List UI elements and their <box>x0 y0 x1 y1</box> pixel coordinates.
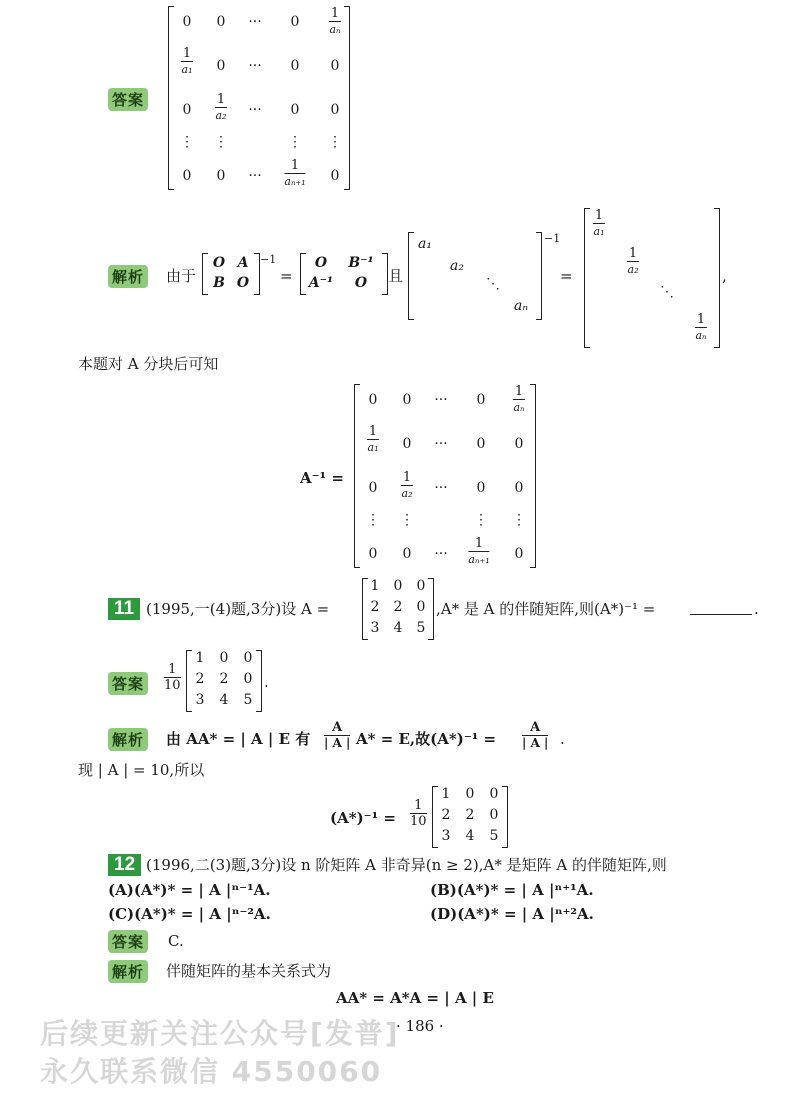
matrix-cell: O <box>212 255 226 271</box>
matrix-cell: 0 <box>216 14 226 30</box>
q12-analysis: 伴随矩阵的基本关系式为 <box>166 962 332 980</box>
matrix-cell: $\frac{1}{\text{aₙ}}$ <box>695 312 707 342</box>
block-matrix-inverse <box>300 253 388 295</box>
matrix-cell: $\frac{1}{\text{aₙ}}$ <box>513 384 525 414</box>
matrix-cell: 0 <box>476 436 486 452</box>
q12-answer: C. <box>168 932 184 950</box>
matrix-cell: ⋮ <box>288 134 302 150</box>
analysis-prefix: 由于 <box>166 267 197 285</box>
matrix-cell: 0 <box>368 546 378 562</box>
matrix-cell: 0 <box>290 14 300 30</box>
matrix-cell: ··· <box>434 480 448 496</box>
matrix-cell: 0 <box>368 392 378 408</box>
matrix-cell: a₂ <box>450 258 464 274</box>
matrix-cell: $\frac{1}{\text{a₂}}$ <box>627 246 639 276</box>
matrix-cell: 0 <box>489 807 499 823</box>
matrix-cell: 0 <box>416 578 426 594</box>
ainv-matrix <box>354 384 536 568</box>
diag-inverse-matrix <box>584 208 720 348</box>
answer-matrix <box>168 6 350 190</box>
matrix-cell: ··· <box>434 392 448 408</box>
matrix-cell: 0 <box>243 671 253 687</box>
matrix-cell: 0 <box>402 436 412 452</box>
matrix-cell: 2 <box>465 807 475 823</box>
matrix-cell: 0 <box>402 546 412 562</box>
matrix-cell: ⋱ <box>660 284 674 300</box>
matrix-cell: 0 <box>476 392 486 408</box>
matrix-cell: ⋮ <box>328 134 342 150</box>
matrix-cell: ⋮ <box>474 512 488 528</box>
matrix-cell: 1 <box>370 578 380 594</box>
matrix-cell: 0 <box>182 14 192 30</box>
matrix-cell: 4 <box>393 620 403 636</box>
matrix-cell: 2 <box>441 807 451 823</box>
q11-result-label: (A*)⁻¹ = <box>330 809 396 827</box>
matrix-cell: aₙ <box>513 298 529 314</box>
matrix-cell: 5 <box>416 620 426 636</box>
matrix-cell: 0 <box>330 58 340 74</box>
matrix-cell: a₁ <box>418 236 432 252</box>
matrix-cell: O <box>314 255 328 271</box>
analysis-tag: 解析 <box>108 265 148 288</box>
matrix-cell: O <box>236 275 250 291</box>
matrix-cell: ⋮ <box>180 134 194 150</box>
matrix-cell: 0 <box>243 650 253 666</box>
matrix-cell: $\frac{1}{\text{a₂}}$ <box>401 470 413 500</box>
question-number-12: 12 <box>108 854 141 876</box>
matrix-cell: 0 <box>476 480 486 496</box>
matrix-cell: ··· <box>248 102 262 118</box>
matrix-cell: 0 <box>465 786 475 802</box>
matrix-cell: A <box>237 255 249 271</box>
matrix-cell: 0 <box>402 392 412 408</box>
q11-matrix <box>362 578 434 640</box>
matrix-cell: ··· <box>248 168 262 184</box>
matrix-cell: A⁻¹ <box>308 275 334 291</box>
q11-result-matrix <box>432 786 508 848</box>
analysis-tag-12: 解析 <box>108 960 148 983</box>
matrix-cell: 3 <box>441 828 451 844</box>
matrix-cell: ⋮ <box>366 512 380 528</box>
matrix-cell: 0 <box>182 168 192 184</box>
q12-stem: (1996,二(3)题,3分)设 n 阶矩阵 A 非奇异(n ≥ 2),A* 是矩阵 A 的伴随矩阵,则 <box>146 856 667 874</box>
ainv-label: A⁻¹ = <box>300 469 344 487</box>
matrix-cell: $\frac{1}{\text{aₙ}}$ <box>329 6 341 36</box>
matrix-cell: ⋮ <box>214 134 228 150</box>
q12-option-c: (C)(A*)* = | A |ⁿ⁻²A. <box>108 905 271 923</box>
matrix-cell: 3 <box>195 692 205 708</box>
matrix-cell: 0 <box>290 58 300 74</box>
q11-analysis: 由 AA* = | A | E 有 <box>166 730 311 748</box>
q11-now-text: 现 | A | = 10,所以 <box>78 761 205 779</box>
matrix-cell: $\frac{1}{\text{aₙ₊₁}}$ <box>284 158 306 188</box>
q11-answer-fraction: $\frac{1}{10}$ <box>164 662 181 693</box>
matrix-cell: 0 <box>330 168 340 184</box>
question-number-11: 11 <box>108 598 140 620</box>
matrix-cell: $\frac{1}{\text{aₙ₊₁}}$ <box>468 536 490 566</box>
matrix-cell: ⋱ <box>486 276 500 292</box>
matrix-cell: 0 <box>216 168 226 184</box>
matrix-cell: 1 <box>195 650 205 666</box>
q12-option-a: (A)(A*)* = | A |ⁿ⁻¹A. <box>108 881 271 899</box>
q12-option-b: (B)(A*)* = | A |ⁿ⁺¹A. <box>430 881 594 899</box>
q11-answer-blank <box>690 614 752 615</box>
matrix-cell: 2 <box>370 599 380 615</box>
matrix-cell: ⋮ <box>512 512 526 528</box>
answer-tag-11: 答案 <box>108 672 148 695</box>
matrix-cell: O <box>354 275 368 291</box>
block-matrix-ob <box>202 253 260 295</box>
matrix-cell: 3 <box>370 620 380 636</box>
matrix-cell: $\frac{1}{\text{a₁}}$ <box>593 208 605 238</box>
matrix-cell: 1 <box>441 786 451 802</box>
matrix-cell: 0 <box>514 436 524 452</box>
matrix-cell: 0 <box>514 480 524 496</box>
matrix-cell: ··· <box>248 58 262 74</box>
matrix-cell: 0 <box>216 58 226 74</box>
matrix-cell: ··· <box>434 436 448 452</box>
matrix-cell: 4 <box>219 692 229 708</box>
matrix-cell: ··· <box>434 546 448 562</box>
matrix-cell: 0 <box>393 578 403 594</box>
matrix-cell: 2 <box>219 671 229 687</box>
matrix-cell: B⁻¹ <box>348 255 374 271</box>
matrix-cell: $\frac{1}{\text{a₁}}$ <box>181 46 193 76</box>
watermark-line-2: 永久联系微信 4550060 <box>40 1055 383 1088</box>
matrix-cell: 0 <box>290 102 300 118</box>
page-number: · 186 · <box>396 1017 444 1035</box>
block-text: 本题对 A 分块后可知 <box>78 355 219 373</box>
matrix-cell: 0 <box>489 786 499 802</box>
q11-stem-tail: ,A* 是 A 的伴随矩阵,则(A*)⁻¹ = <box>436 600 656 618</box>
matrix-cell: 0 <box>219 650 229 666</box>
watermark-line-1: 后续更新关注公众号[发普] <box>40 1017 400 1050</box>
q12-relation: AA* = A*A = | A | E <box>336 989 494 1007</box>
matrix-cell: 5 <box>243 692 253 708</box>
matrix-cell: 0 <box>368 480 378 496</box>
matrix-cell: 4 <box>465 828 475 844</box>
answer-tag: 答案 <box>108 88 148 111</box>
analysis-tag-11: 解析 <box>108 728 148 751</box>
matrix-cell: 0 <box>514 546 524 562</box>
diag-matrix <box>408 232 542 320</box>
matrix-cell: 0 <box>182 102 192 118</box>
q12-option-d: (D)(A*)* = | A |ⁿ⁺²A. <box>430 905 594 923</box>
matrix-cell: 5 <box>489 828 499 844</box>
matrix-cell: 2 <box>195 671 205 687</box>
matrix-cell: 0 <box>330 102 340 118</box>
matrix-cell: $\frac{1}{\text{a₁}}$ <box>367 424 379 454</box>
matrix-cell: $\frac{1}{\text{a₂}}$ <box>215 92 227 122</box>
q11-answer-matrix <box>186 650 262 712</box>
q11-stem: (1995,一(4)题,3分)设 A = <box>146 600 330 618</box>
matrix-cell: ··· <box>248 14 262 30</box>
matrix-cell: 2 <box>393 599 403 615</box>
matrix-cell: B <box>213 275 225 291</box>
matrix-cell: 0 <box>416 599 426 615</box>
matrix-cell: ⋮ <box>400 512 414 528</box>
answer-tag-12: 答案 <box>108 930 148 953</box>
